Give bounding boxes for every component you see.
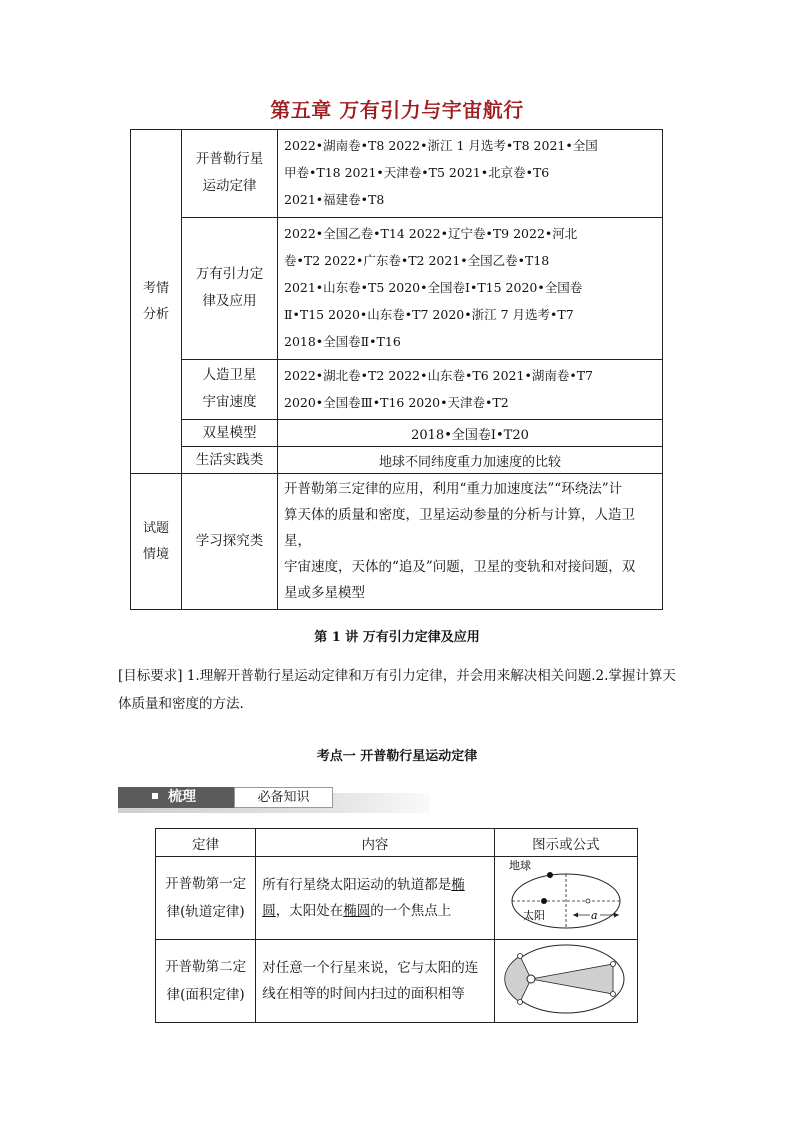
section-title: 考点一 开普勒行星运动定律 — [316, 749, 478, 764]
kepler-law-table — [155, 828, 638, 1023]
swept-area-right — [531, 964, 613, 994]
scenario-label-line2: 情境 — [142, 546, 169, 562]
area-law-diagram — [501, 940, 631, 1018]
exam-line: 2022•全国乙卷•T14 2022•辽宁卷•T9 2022•河北 — [284, 225, 578, 241]
sun-label: 太阳 — [522, 909, 545, 922]
content-text: 所有行星绕太阳运动的轨道都是 — [262, 877, 452, 893]
scenario-label-line1: 试题 — [142, 520, 169, 536]
exam-line: 2021•山东卷•T5 2020•全国卷Ⅰ•T15 2020•全国卷 — [284, 280, 583, 296]
scenario-line: 开普勒第三定律的应用，利用“重力加速度法”“环绕法”计 — [284, 481, 623, 498]
topic-kepler-line2: 运动定律 — [202, 178, 257, 195]
area-law-figure — [494, 940, 637, 1023]
banner-main-label: 梳理 — [168, 789, 196, 805]
goal-label: [目标要求] — [118, 668, 183, 684]
content-text: 的一个焦点上 — [370, 903, 452, 919]
topic-satellite-cell — [182, 359, 278, 419]
earth-label: 地球 — [508, 859, 531, 872]
topic-gravitation-line2: 律及应用 — [202, 293, 257, 310]
topic-gravitation-line1: 万有引力定 — [195, 266, 264, 283]
exam-line: 卷•T2 2022•广东卷•T2 2021•全国乙卷•T18 — [284, 252, 550, 268]
focus-dot — [586, 899, 590, 903]
content-underlined: 椭圆 — [262, 877, 465, 919]
scenario-label-cell — [131, 474, 182, 610]
planet-position-icon — [517, 954, 522, 959]
goal-paragraph — [118, 662, 678, 718]
scenario-content-cell — [278, 474, 663, 610]
topic-satellite-line1: 人造卫星 — [202, 367, 257, 384]
sun-dot — [541, 898, 547, 904]
law-first-name — [156, 857, 256, 940]
exams-satellite-cell — [278, 359, 663, 419]
topic-kepler-line1: 开普勒行星 — [195, 151, 264, 168]
earth-dot — [547, 872, 553, 878]
exam-line: 2018•全国卷Ⅱ•T16 — [284, 334, 401, 350]
exam-line: 2020•全国卷Ⅲ•T16 2020•天津卷•T2 — [284, 394, 509, 410]
law-first-content — [256, 857, 494, 940]
square-bullet-icon — [152, 793, 158, 799]
planet-position-icon — [610, 962, 615, 967]
planet-position-icon — [517, 1000, 522, 1005]
goal-text: 1.理解开普勒行星运动定律和万有引力定律，并会用来解决相关问题.2.掌握计算天体质量和密度的方法. — [118, 668, 676, 712]
exams-binary-star-cell: 2018•全国卷Ⅰ•T20 — [278, 420, 663, 447]
analysis-label-line1: 考情 — [142, 280, 169, 296]
header-content: 内容 — [256, 829, 494, 857]
scenario-line: 宇宙速度，天体的“追及”问题，卫星的变轨和对接问题，双 — [284, 559, 636, 576]
law-first-line2: 律(轨道定律) — [166, 904, 245, 920]
law-first-line1: 开普勒第一定 — [165, 876, 247, 892]
topic-satellite-line2: 宇宙速度 — [202, 394, 257, 411]
topic-binary-star-cell: 双星模型 — [182, 420, 278, 447]
exams-gravitation-cell — [278, 217, 663, 359]
topic-gravitation-cell — [182, 217, 278, 359]
scenario-topic-cell: 学习探究类 — [182, 474, 278, 610]
exam-line: Ⅱ•T15 2020•山东卷•T7 2020•浙江 7 月选考•T7 — [284, 307, 574, 323]
sun-circle — [527, 975, 535, 983]
banner-main — [118, 787, 234, 808]
a-label: a — [590, 909, 598, 922]
planet-position-icon — [610, 992, 615, 997]
content-underlined: 椭圆 — [343, 903, 371, 919]
exams-kepler-cell — [278, 130, 663, 218]
exams-life-practice-cell: 地球不同纬度重力加速度的比较 — [278, 447, 663, 474]
analysis-label-line2: 分析 — [142, 306, 169, 322]
exam-analysis-table — [130, 129, 663, 610]
topic-life-practice-cell: 生活实践类 — [182, 447, 278, 474]
lecture-title: 第 1 讲 万有引力定律及应用 — [314, 630, 480, 645]
law-second-line2: 律(面积定律) — [166, 987, 245, 1003]
exam-line: 甲卷•T18 2021•天津卷•T5 2021•北京卷•T6 — [284, 165, 550, 181]
scenario-line: 算天体的质量和密度，卫星运动参量的分析与计算，人造卫星， — [284, 507, 635, 550]
law-second-content: 对任意一个行星来说，它与太阳的连线在相等的时间内扫过的面积相等 — [256, 940, 494, 1023]
ellipse-orbit-diagram — [501, 859, 631, 933]
exam-line: 2021•福建卷•T8 — [284, 192, 385, 208]
analysis-label-cell — [131, 130, 182, 474]
exam-line: 2022•湖南卷•T8 2022•浙江 1 月选考•T8 2021•全国 — [284, 138, 598, 153]
scenario-line: 星或多星模型 — [284, 585, 365, 602]
law-second-line1: 开普勒第二定 — [165, 959, 247, 975]
ellipse-orbit-figure — [494, 857, 637, 940]
header-law: 定律 — [156, 829, 256, 857]
exam-line: 2022•湖北卷•T2 2022•山东卷•T6 2021•湖南卷•T7 — [284, 367, 593, 383]
banner-sub: 必备知识 — [234, 787, 333, 808]
content-text: ，太阳处在 — [275, 903, 344, 919]
chapter-title: 第五章 万有引力与宇宙航行 — [270, 98, 524, 122]
topic-kepler-cell — [182, 130, 278, 218]
header-figure: 图示或公式 — [494, 829, 637, 857]
law-second-name — [156, 940, 256, 1023]
